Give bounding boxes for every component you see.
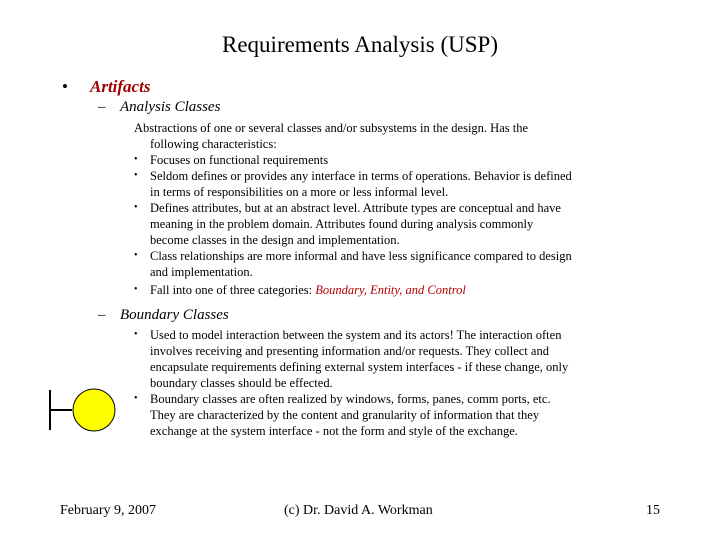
slide-title: Requirements Analysis (USP) xyxy=(222,32,498,57)
dash-icon: – xyxy=(98,99,106,115)
analysis-intro xyxy=(134,120,634,152)
list-item xyxy=(134,282,659,298)
boundary-classes-heading xyxy=(98,307,229,324)
item-line: Used to model interaction between the system and its actors! The interaction often xyxy=(150,328,562,342)
item-line: involves receiving and presenting information and/or requests. They collect and xyxy=(150,344,549,358)
item-line: become classes in the design and implementation. xyxy=(150,233,400,247)
list-item xyxy=(134,152,659,168)
analysis-classes-heading xyxy=(98,99,220,116)
boundary-class-icon xyxy=(48,388,118,438)
item-line: They are characterized by the content and granularity of information that they xyxy=(150,408,540,422)
bullet-dot-icon: • xyxy=(134,202,138,213)
bullet-dot-icon: • xyxy=(134,329,138,340)
boundary-classes-label: Boundary Classes xyxy=(120,307,229,323)
intro-line: following characteristics: xyxy=(150,137,277,151)
analysis-characteristics-list xyxy=(134,152,659,298)
list-item xyxy=(134,248,659,280)
footer-date: February 9, 2007 xyxy=(60,503,157,518)
item-line: Fall into one of three categories: xyxy=(150,283,316,297)
bullet-dot-icon: • xyxy=(62,77,68,96)
item-line: Seldom defines or provides any interface in terms of operations. Behavior is defined xyxy=(150,169,572,183)
footer-page-number: 15 xyxy=(646,503,660,518)
item-line: and implementation. xyxy=(150,265,253,279)
bullet-dot-icon: • xyxy=(134,284,138,295)
list-item xyxy=(134,327,659,391)
list-item xyxy=(134,391,659,439)
item-line: Focuses on functional requirements xyxy=(150,153,329,167)
bullet-dot-icon: • xyxy=(134,170,138,181)
bullet-dot-icon: • xyxy=(134,393,138,404)
bullet-dot-icon: • xyxy=(134,154,138,165)
categories-highlight: Boundary, Entity, and Control xyxy=(315,283,466,297)
item-line: Defines attributes, but at an abstract level. Attribute types are conceptual and have xyxy=(150,201,561,215)
list-item xyxy=(134,168,659,200)
boundary-characteristics-list xyxy=(134,327,659,439)
list-item xyxy=(134,200,659,248)
item-line: boundary classes should be effected. xyxy=(150,376,333,390)
dash-icon: – xyxy=(98,307,106,323)
analysis-classes-label: Analysis Classes xyxy=(120,99,221,115)
artifacts-label: Artifacts xyxy=(90,77,151,96)
item-line: Boundary classes are often realized by windows, forms, panes, comm ports, etc. xyxy=(150,392,551,406)
item-line: in terms of responsibilities on a more or less informal level. xyxy=(150,185,449,199)
item-line: exchange at the system interface - not the form and style of the exchange. xyxy=(150,424,518,438)
intro-line: Abstractions of one or several classes and/or subsystems in the design. Has the xyxy=(134,121,529,135)
item-line: encapsulate requirements defining external system interfaces - if these change, only xyxy=(150,360,569,374)
bullet-dot-icon: • xyxy=(134,250,138,261)
item-line: meaning in the problem domain. Attributes found during analysis commonly xyxy=(150,217,534,231)
item-line: Class relationships are more informal and have less significance compared to design xyxy=(150,249,572,263)
footer-author: (c) Dr. David A. Workman xyxy=(284,503,433,518)
